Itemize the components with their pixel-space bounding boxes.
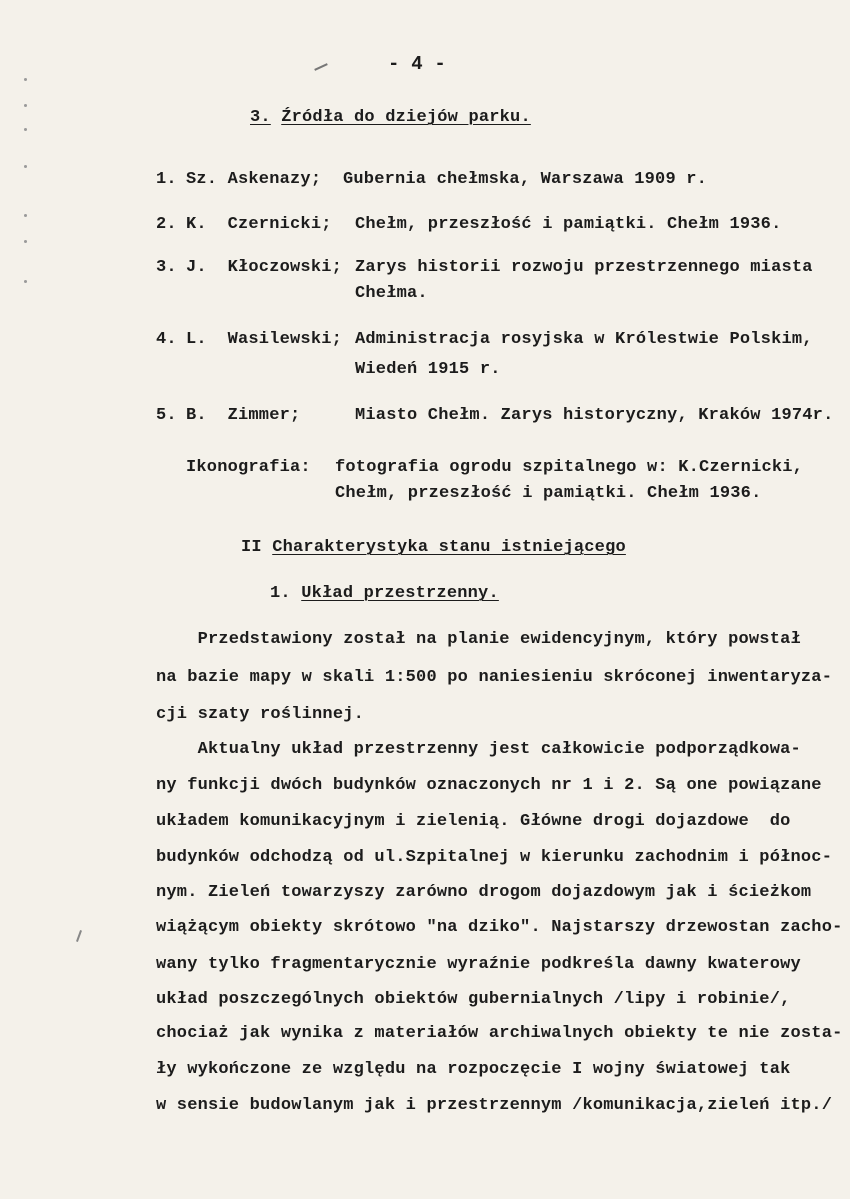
punch-dot bbox=[24, 78, 27, 81]
reference-title: Wiedeń 1915 r. bbox=[355, 360, 501, 379]
punch-dot bbox=[24, 240, 27, 243]
iconography-text: fotografia ogrodu szpitalnego w: K.Czernicki, bbox=[335, 458, 804, 477]
reference-number: 3. bbox=[156, 258, 177, 277]
heading-title: Źródła do dziejów parku. bbox=[281, 108, 531, 127]
paragraph-line: Przedstawiony został na planie ewidencyjnym, który powstał bbox=[156, 630, 801, 649]
paragraph-line: układem komunikacyjnym i zielenią. Główne drogi dojazdowe do bbox=[156, 812, 791, 831]
page-number: - 4 - bbox=[388, 53, 447, 75]
reference-title: Zarys historii rozwoju przestrzennego miasta bbox=[355, 258, 813, 277]
reference-author: L. Wasilewski; bbox=[186, 330, 343, 349]
paragraph-line: budynków odchodzą od ul.Szpitalnej w kierunku zachodnim i północ- bbox=[156, 848, 833, 867]
punch-dot bbox=[24, 165, 27, 168]
reference-number: 2. bbox=[156, 215, 177, 234]
chapter-heading bbox=[241, 538, 626, 558]
iconography-label: Ikonografia: bbox=[186, 458, 311, 477]
reference-author: J. Kłoczowski; bbox=[186, 258, 343, 277]
paragraph-line: wany tylko fragmentarycznie wyraźnie podkreśla dawny kwaterowy bbox=[156, 955, 801, 974]
paragraph-line: ły wykończone ze względu na rozpoczęcie I wojny światowej tak bbox=[156, 1060, 791, 1079]
reference-title: Administracja rosyjska w Królestwie Polskim, bbox=[355, 330, 813, 349]
pen-mark bbox=[76, 930, 82, 942]
paragraph-line: wiążącym obiekty skrótowo "na dziko". Najstarszy drzewostan zacho- bbox=[156, 918, 843, 937]
paragraph-line: Aktualny układ przestrzenny jest całkowicie podporządkowa- bbox=[156, 740, 801, 759]
chapter-number: II bbox=[241, 538, 262, 557]
paragraph-line: cji szaty roślinnej. bbox=[156, 705, 365, 724]
iconography-text: Chełm, przeszłość i pamiątki. Chełm 1936. bbox=[335, 484, 762, 503]
paragraph-line: w sensie budowlanym jak i przestrzennym /komunikacja,zieleń itp./ bbox=[156, 1096, 833, 1115]
reference-number: 5. bbox=[156, 406, 177, 425]
heading-number: 3. bbox=[250, 108, 271, 127]
pen-mark bbox=[314, 63, 328, 71]
punch-dot bbox=[24, 104, 27, 107]
paragraph-line: nym. Zieleń towarzyszy zarówno drogom dojazdowym jak i ścieżkom bbox=[156, 883, 812, 902]
paragraph-line: chociaż jak wynika z materiałów archiwalnych obiekty te nie zosta- bbox=[156, 1024, 843, 1043]
reference-author: K. Czernicki; bbox=[186, 215, 332, 234]
paragraph-line: układ poszczególnych obiektów gubernialnych /lipy i robinie/, bbox=[156, 990, 791, 1009]
reference-number: 1. bbox=[156, 170, 177, 189]
subsection-title: Układ przestrzenny. bbox=[301, 584, 499, 603]
punch-dot bbox=[24, 128, 27, 131]
paragraph-line: ny funkcji dwóch budynków oznaczonych nr 1 i 2. Są one powiązane bbox=[156, 776, 822, 795]
reference-title: Miasto Chełm. Zarys historyczny, Kraków 1974r. bbox=[355, 406, 834, 425]
reference-author: Sz. Askenazy; bbox=[186, 170, 322, 189]
reference-number: 4. bbox=[156, 330, 177, 349]
subsection-heading bbox=[270, 584, 499, 604]
section-heading bbox=[250, 108, 531, 128]
chapter-title: Charakterystyka stanu istniejącego bbox=[272, 538, 626, 557]
subsection-number: 1. bbox=[270, 584, 291, 603]
punch-dot bbox=[24, 280, 27, 283]
reference-title: Chełma. bbox=[355, 284, 428, 303]
reference-title: Gubernia chełmska, Warszawa 1909 r. bbox=[343, 170, 708, 189]
paragraph-line: na bazie mapy w skali 1:500 po naniesieniu skróconej inwentaryza- bbox=[156, 668, 833, 687]
reference-author: B. Zimmer; bbox=[186, 406, 301, 425]
punch-dot bbox=[24, 214, 27, 217]
reference-title: Chełm, przeszłość i pamiątki. Chełm 1936. bbox=[355, 215, 782, 234]
